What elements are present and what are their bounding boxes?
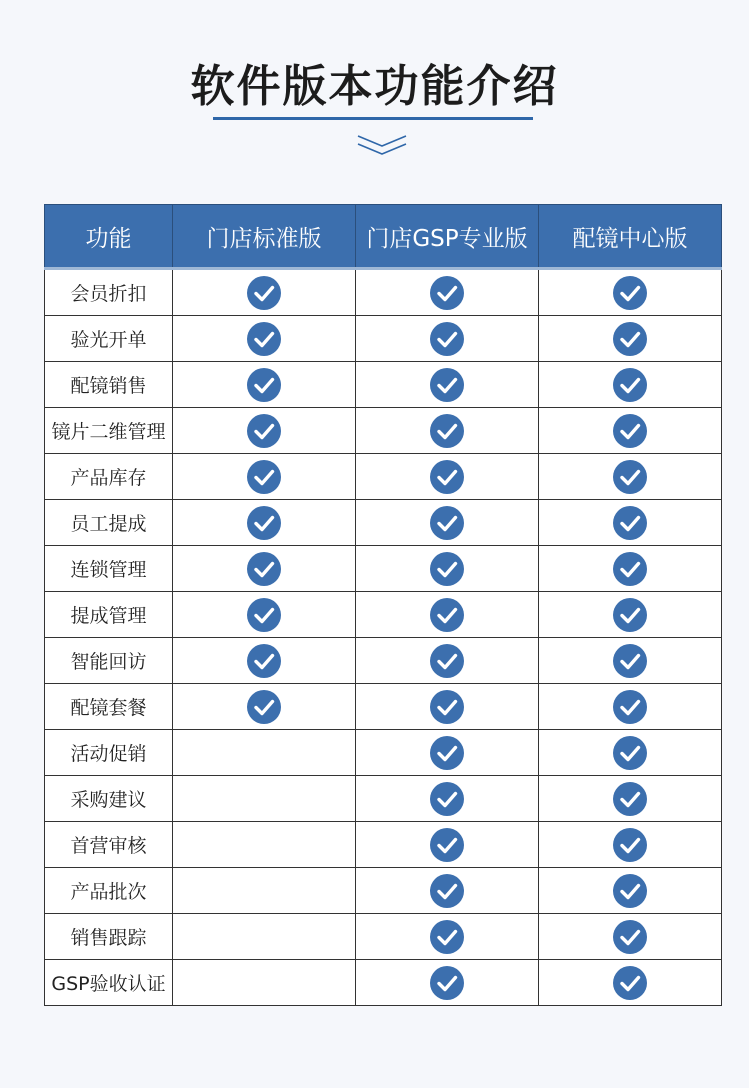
feature-name: 活动促销	[45, 730, 173, 776]
check-circle-icon	[429, 643, 465, 679]
feature-comparison-table	[44, 204, 722, 1006]
table-row	[45, 960, 722, 1006]
support-cell-center	[539, 960, 722, 1006]
support-cell-center	[539, 638, 722, 684]
check-circle-icon	[429, 321, 465, 357]
check-circle-icon	[246, 459, 282, 495]
table-row	[45, 269, 722, 316]
table-row	[45, 408, 722, 454]
check-circle-icon	[612, 781, 648, 817]
feature-name: 配镜销售	[45, 362, 173, 408]
table-row	[45, 500, 722, 546]
check-circle-icon	[246, 367, 282, 403]
check-circle-icon	[429, 413, 465, 449]
feature-name: 会员折扣	[45, 269, 173, 316]
check-circle-icon	[612, 551, 648, 587]
table-row	[45, 546, 722, 592]
feature-name: 验光开单	[45, 316, 173, 362]
table-row	[45, 684, 722, 730]
table-header-row	[45, 205, 722, 269]
support-cell-center	[539, 500, 722, 546]
check-circle-icon	[612, 643, 648, 679]
support-cell-center	[539, 546, 722, 592]
support-cell-gsp	[356, 592, 539, 638]
table-row	[45, 316, 722, 362]
feature-name: 连锁管理	[45, 546, 173, 592]
check-circle-icon	[246, 321, 282, 357]
support-cell-gsp	[356, 822, 539, 868]
feature-name: 销售跟踪	[45, 914, 173, 960]
support-cell-standard	[173, 730, 356, 776]
support-cell-center	[539, 684, 722, 730]
feature-name: 采购建议	[45, 776, 173, 822]
support-cell-center	[539, 730, 722, 776]
support-cell-standard	[173, 638, 356, 684]
support-cell-gsp	[356, 269, 539, 316]
table-row	[45, 730, 722, 776]
check-circle-icon	[429, 735, 465, 771]
check-circle-icon	[429, 459, 465, 495]
check-circle-icon	[612, 919, 648, 955]
header-center-edition: 配镜中心版	[539, 205, 722, 269]
check-circle-icon	[612, 827, 648, 863]
header-standard-edition: 门店标准版	[173, 205, 356, 269]
support-cell-standard	[173, 316, 356, 362]
support-cell-center	[539, 822, 722, 868]
check-circle-icon	[429, 275, 465, 311]
support-cell-gsp	[356, 730, 539, 776]
feature-name: 智能回访	[45, 638, 173, 684]
check-circle-icon	[612, 413, 648, 449]
feature-name: GSP验收认证	[45, 960, 173, 1006]
support-cell-center	[539, 776, 722, 822]
feature-name: 产品批次	[45, 868, 173, 914]
check-circle-icon	[612, 367, 648, 403]
check-circle-icon	[612, 689, 648, 725]
support-cell-standard	[173, 500, 356, 546]
feature-name: 配镜套餐	[45, 684, 173, 730]
check-circle-icon	[429, 551, 465, 587]
title-underline	[213, 117, 533, 120]
double-chevron-down-icon	[354, 132, 410, 158]
support-cell-standard	[173, 914, 356, 960]
feature-name: 镜片二维管理	[45, 408, 173, 454]
support-cell-standard	[173, 408, 356, 454]
table-row	[45, 822, 722, 868]
support-cell-standard	[173, 868, 356, 914]
support-cell-standard	[173, 546, 356, 592]
check-circle-icon	[429, 505, 465, 541]
support-cell-gsp	[356, 960, 539, 1006]
check-circle-icon	[612, 735, 648, 771]
support-cell-standard	[173, 454, 356, 500]
support-cell-gsp	[356, 868, 539, 914]
check-circle-icon	[246, 689, 282, 725]
check-circle-icon	[612, 505, 648, 541]
support-cell-gsp	[356, 454, 539, 500]
table-row	[45, 592, 722, 638]
support-cell-gsp	[356, 500, 539, 546]
check-circle-icon	[429, 965, 465, 1001]
table-row	[45, 868, 722, 914]
page-title: 软件版本功能介绍	[190, 61, 559, 112]
check-circle-icon	[246, 643, 282, 679]
support-cell-standard	[173, 960, 356, 1006]
feature-name: 产品库存	[45, 454, 173, 500]
support-cell-center	[539, 914, 722, 960]
check-circle-icon	[429, 827, 465, 863]
check-circle-icon	[246, 505, 282, 541]
feature-name: 首营审核	[45, 822, 173, 868]
support-cell-center	[539, 454, 722, 500]
check-circle-icon	[612, 965, 648, 1001]
check-circle-icon	[429, 689, 465, 725]
check-circle-icon	[246, 275, 282, 311]
support-cell-gsp	[356, 914, 539, 960]
support-cell-gsp	[356, 638, 539, 684]
support-cell-gsp	[356, 684, 539, 730]
support-cell-standard	[173, 684, 356, 730]
check-circle-icon	[612, 459, 648, 495]
support-cell-standard	[173, 269, 356, 316]
table-row	[45, 776, 722, 822]
support-cell-center	[539, 592, 722, 638]
table-row	[45, 362, 722, 408]
check-circle-icon	[246, 551, 282, 587]
support-cell-gsp	[356, 316, 539, 362]
support-cell-standard	[173, 822, 356, 868]
check-circle-icon	[612, 873, 648, 909]
support-cell-standard	[173, 776, 356, 822]
check-circle-icon	[612, 321, 648, 357]
support-cell-standard	[173, 362, 356, 408]
support-cell-center	[539, 408, 722, 454]
check-circle-icon	[612, 275, 648, 311]
header-gsp-edition: 门店GSP专业版	[356, 205, 539, 269]
support-cell-center	[539, 269, 722, 316]
check-circle-icon	[429, 919, 465, 955]
support-cell-center	[539, 316, 722, 362]
feature-name: 提成管理	[45, 592, 173, 638]
table-row	[45, 638, 722, 684]
support-cell-gsp	[356, 776, 539, 822]
support-cell-center	[539, 362, 722, 408]
support-cell-standard	[173, 592, 356, 638]
check-circle-icon	[429, 367, 465, 403]
feature-name: 员工提成	[45, 500, 173, 546]
header-feature: 功能	[45, 205, 173, 269]
check-circle-icon	[246, 597, 282, 633]
check-circle-icon	[612, 597, 648, 633]
check-circle-icon	[429, 597, 465, 633]
check-circle-icon	[429, 873, 465, 909]
table-row	[45, 454, 722, 500]
table-row	[45, 914, 722, 960]
check-circle-icon	[246, 413, 282, 449]
support-cell-gsp	[356, 362, 539, 408]
support-cell-gsp	[356, 546, 539, 592]
support-cell-gsp	[356, 408, 539, 454]
check-circle-icon	[429, 781, 465, 817]
support-cell-center	[539, 868, 722, 914]
